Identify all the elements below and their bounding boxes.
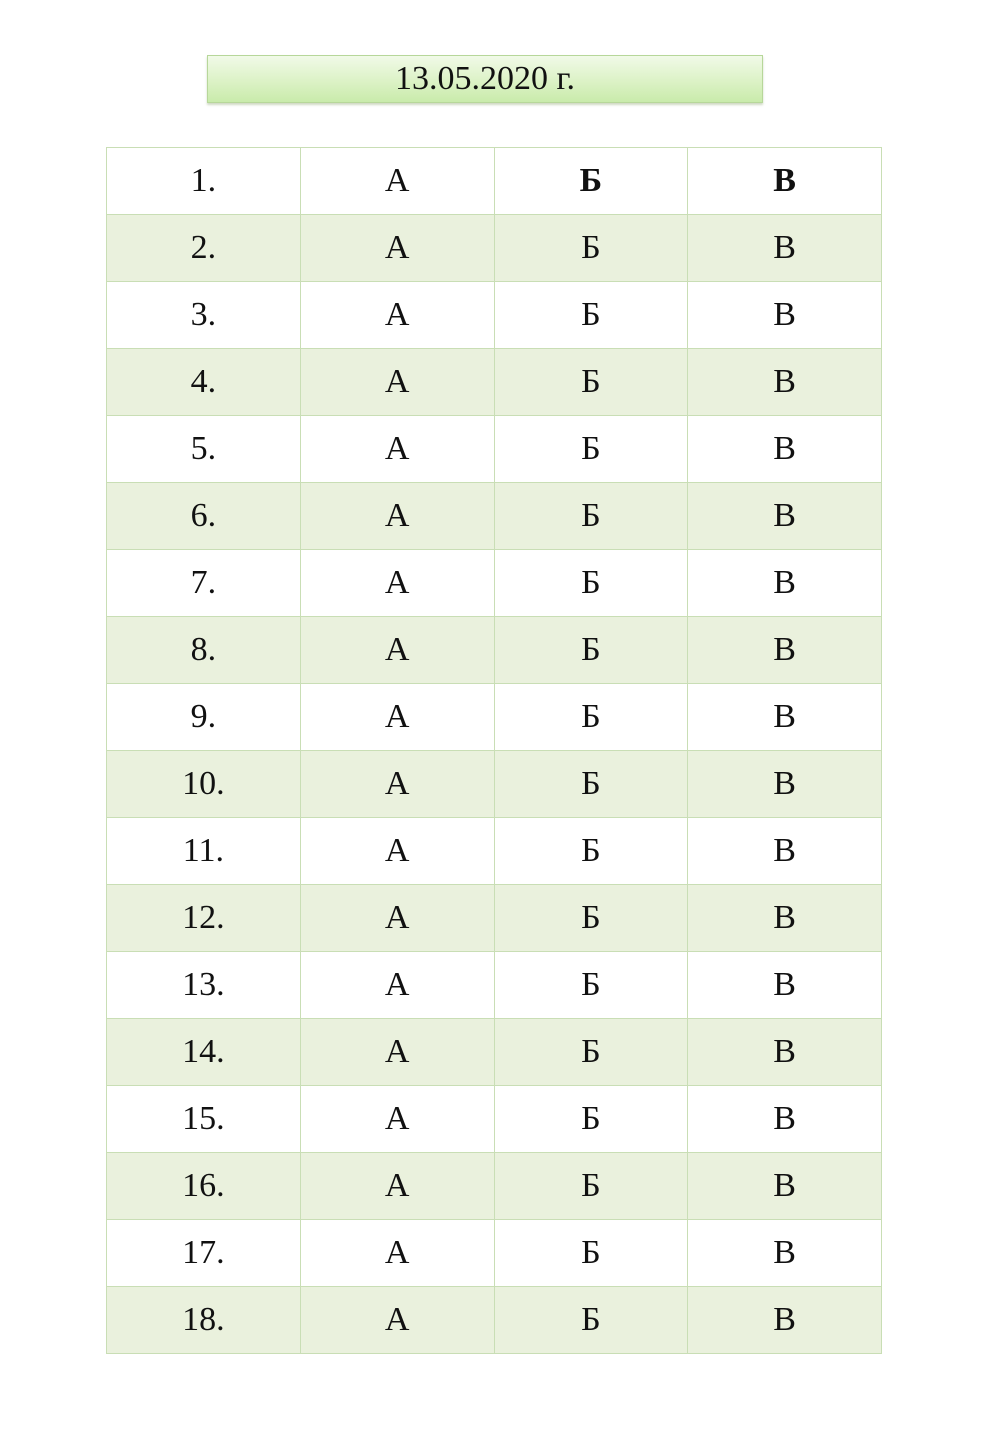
answer-option-c[interactable]: В xyxy=(688,349,882,416)
answer-option-b[interactable]: Б xyxy=(494,684,688,751)
answer-option-a[interactable]: А xyxy=(300,952,494,1019)
table-row xyxy=(107,952,882,1019)
answer-option-a[interactable]: А xyxy=(300,148,494,215)
answer-option-a[interactable]: А xyxy=(300,215,494,282)
answer-option-b[interactable]: Б xyxy=(494,483,688,550)
answer-option-c[interactable]: В xyxy=(688,550,882,617)
table-row xyxy=(107,818,882,885)
answer-option-a[interactable]: А xyxy=(300,1153,494,1220)
question-number: 3. xyxy=(107,282,301,349)
question-number: 9. xyxy=(107,684,301,751)
table-row xyxy=(107,1086,882,1153)
answer-option-c[interactable]: В xyxy=(688,483,882,550)
answer-option-a[interactable]: А xyxy=(300,885,494,952)
answer-option-a[interactable]: А xyxy=(300,483,494,550)
answer-option-c[interactable]: В xyxy=(688,885,882,952)
answer-option-b[interactable]: Б xyxy=(494,148,688,215)
answer-option-a[interactable]: А xyxy=(300,416,494,483)
question-number: 1. xyxy=(107,148,301,215)
table-row xyxy=(107,416,882,483)
question-number: 8. xyxy=(107,617,301,684)
question-number: 4. xyxy=(107,349,301,416)
answer-option-b[interactable]: Б xyxy=(494,416,688,483)
table-row xyxy=(107,1153,882,1220)
date-label: 13.05.2020 г. xyxy=(394,60,576,97)
answer-option-b[interactable]: Б xyxy=(494,617,688,684)
question-number: 6. xyxy=(107,483,301,550)
answer-option-a[interactable]: А xyxy=(300,1086,494,1153)
table-row xyxy=(107,349,882,416)
date-banner xyxy=(207,55,763,103)
answer-option-b[interactable]: Б xyxy=(494,751,688,818)
table-row xyxy=(107,148,882,215)
table-row xyxy=(107,684,882,751)
table-row xyxy=(107,282,882,349)
answer-option-b[interactable]: Б xyxy=(494,1086,688,1153)
answer-option-a[interactable]: А xyxy=(300,550,494,617)
answer-option-a[interactable]: А xyxy=(300,617,494,684)
answer-option-b[interactable]: Б xyxy=(494,550,688,617)
answer-option-c[interactable]: В xyxy=(688,282,882,349)
answer-option-c[interactable]: В xyxy=(688,684,882,751)
answer-option-c[interactable]: В xyxy=(688,1019,882,1086)
answer-option-b[interactable]: Б xyxy=(494,952,688,1019)
answer-option-a[interactable]: А xyxy=(300,751,494,818)
table-row xyxy=(107,885,882,952)
question-number: 5. xyxy=(107,416,301,483)
question-number: 11. xyxy=(107,818,301,885)
answer-option-c[interactable]: В xyxy=(688,952,882,1019)
question-number: 7. xyxy=(107,550,301,617)
answer-option-a[interactable]: А xyxy=(300,684,494,751)
answer-option-c[interactable]: В xyxy=(688,215,882,282)
question-number: 13. xyxy=(107,952,301,1019)
answer-option-b[interactable]: Б xyxy=(494,349,688,416)
question-number: 14. xyxy=(107,1019,301,1086)
answer-option-c[interactable]: В xyxy=(688,818,882,885)
answer-option-a[interactable]: А xyxy=(300,349,494,416)
question-number: 2. xyxy=(107,215,301,282)
answer-option-c[interactable]: В xyxy=(688,1287,882,1354)
answer-option-b[interactable]: Б xyxy=(494,818,688,885)
answer-option-b[interactable]: Б xyxy=(494,282,688,349)
answer-option-a[interactable]: А xyxy=(300,1220,494,1287)
answer-table-body xyxy=(107,148,882,1354)
answer-option-c[interactable]: В xyxy=(688,416,882,483)
answer-option-b[interactable]: Б xyxy=(494,1153,688,1220)
answer-option-c[interactable]: В xyxy=(688,1153,882,1220)
answer-option-c[interactable]: В xyxy=(688,617,882,684)
answer-option-a[interactable]: А xyxy=(300,818,494,885)
answer-option-c[interactable]: В xyxy=(688,751,882,818)
answer-option-b[interactable]: Б xyxy=(494,215,688,282)
answer-option-a[interactable]: А xyxy=(300,1019,494,1086)
answer-option-c[interactable]: В xyxy=(688,1220,882,1287)
answer-table xyxy=(106,147,882,1354)
table-row xyxy=(107,1019,882,1086)
question-number: 16. xyxy=(107,1153,301,1220)
answer-option-a[interactable]: А xyxy=(300,282,494,349)
answer-option-b[interactable]: Б xyxy=(494,1019,688,1086)
question-number: 18. xyxy=(107,1287,301,1354)
table-row xyxy=(107,617,882,684)
table-row xyxy=(107,215,882,282)
table-row xyxy=(107,751,882,818)
question-number: 15. xyxy=(107,1086,301,1153)
answer-option-a[interactable]: А xyxy=(300,1287,494,1354)
answer-option-b[interactable]: Б xyxy=(494,885,688,952)
answer-option-c[interactable]: В xyxy=(688,1086,882,1153)
table-row xyxy=(107,1220,882,1287)
answer-option-b[interactable]: Б xyxy=(494,1220,688,1287)
question-number: 17. xyxy=(107,1220,301,1287)
answer-option-b[interactable]: Б xyxy=(494,1287,688,1354)
table-row xyxy=(107,483,882,550)
table-row xyxy=(107,1287,882,1354)
question-number: 12. xyxy=(107,885,301,952)
table-row xyxy=(107,550,882,617)
answer-option-c[interactable]: В xyxy=(688,148,882,215)
question-number: 10. xyxy=(107,751,301,818)
